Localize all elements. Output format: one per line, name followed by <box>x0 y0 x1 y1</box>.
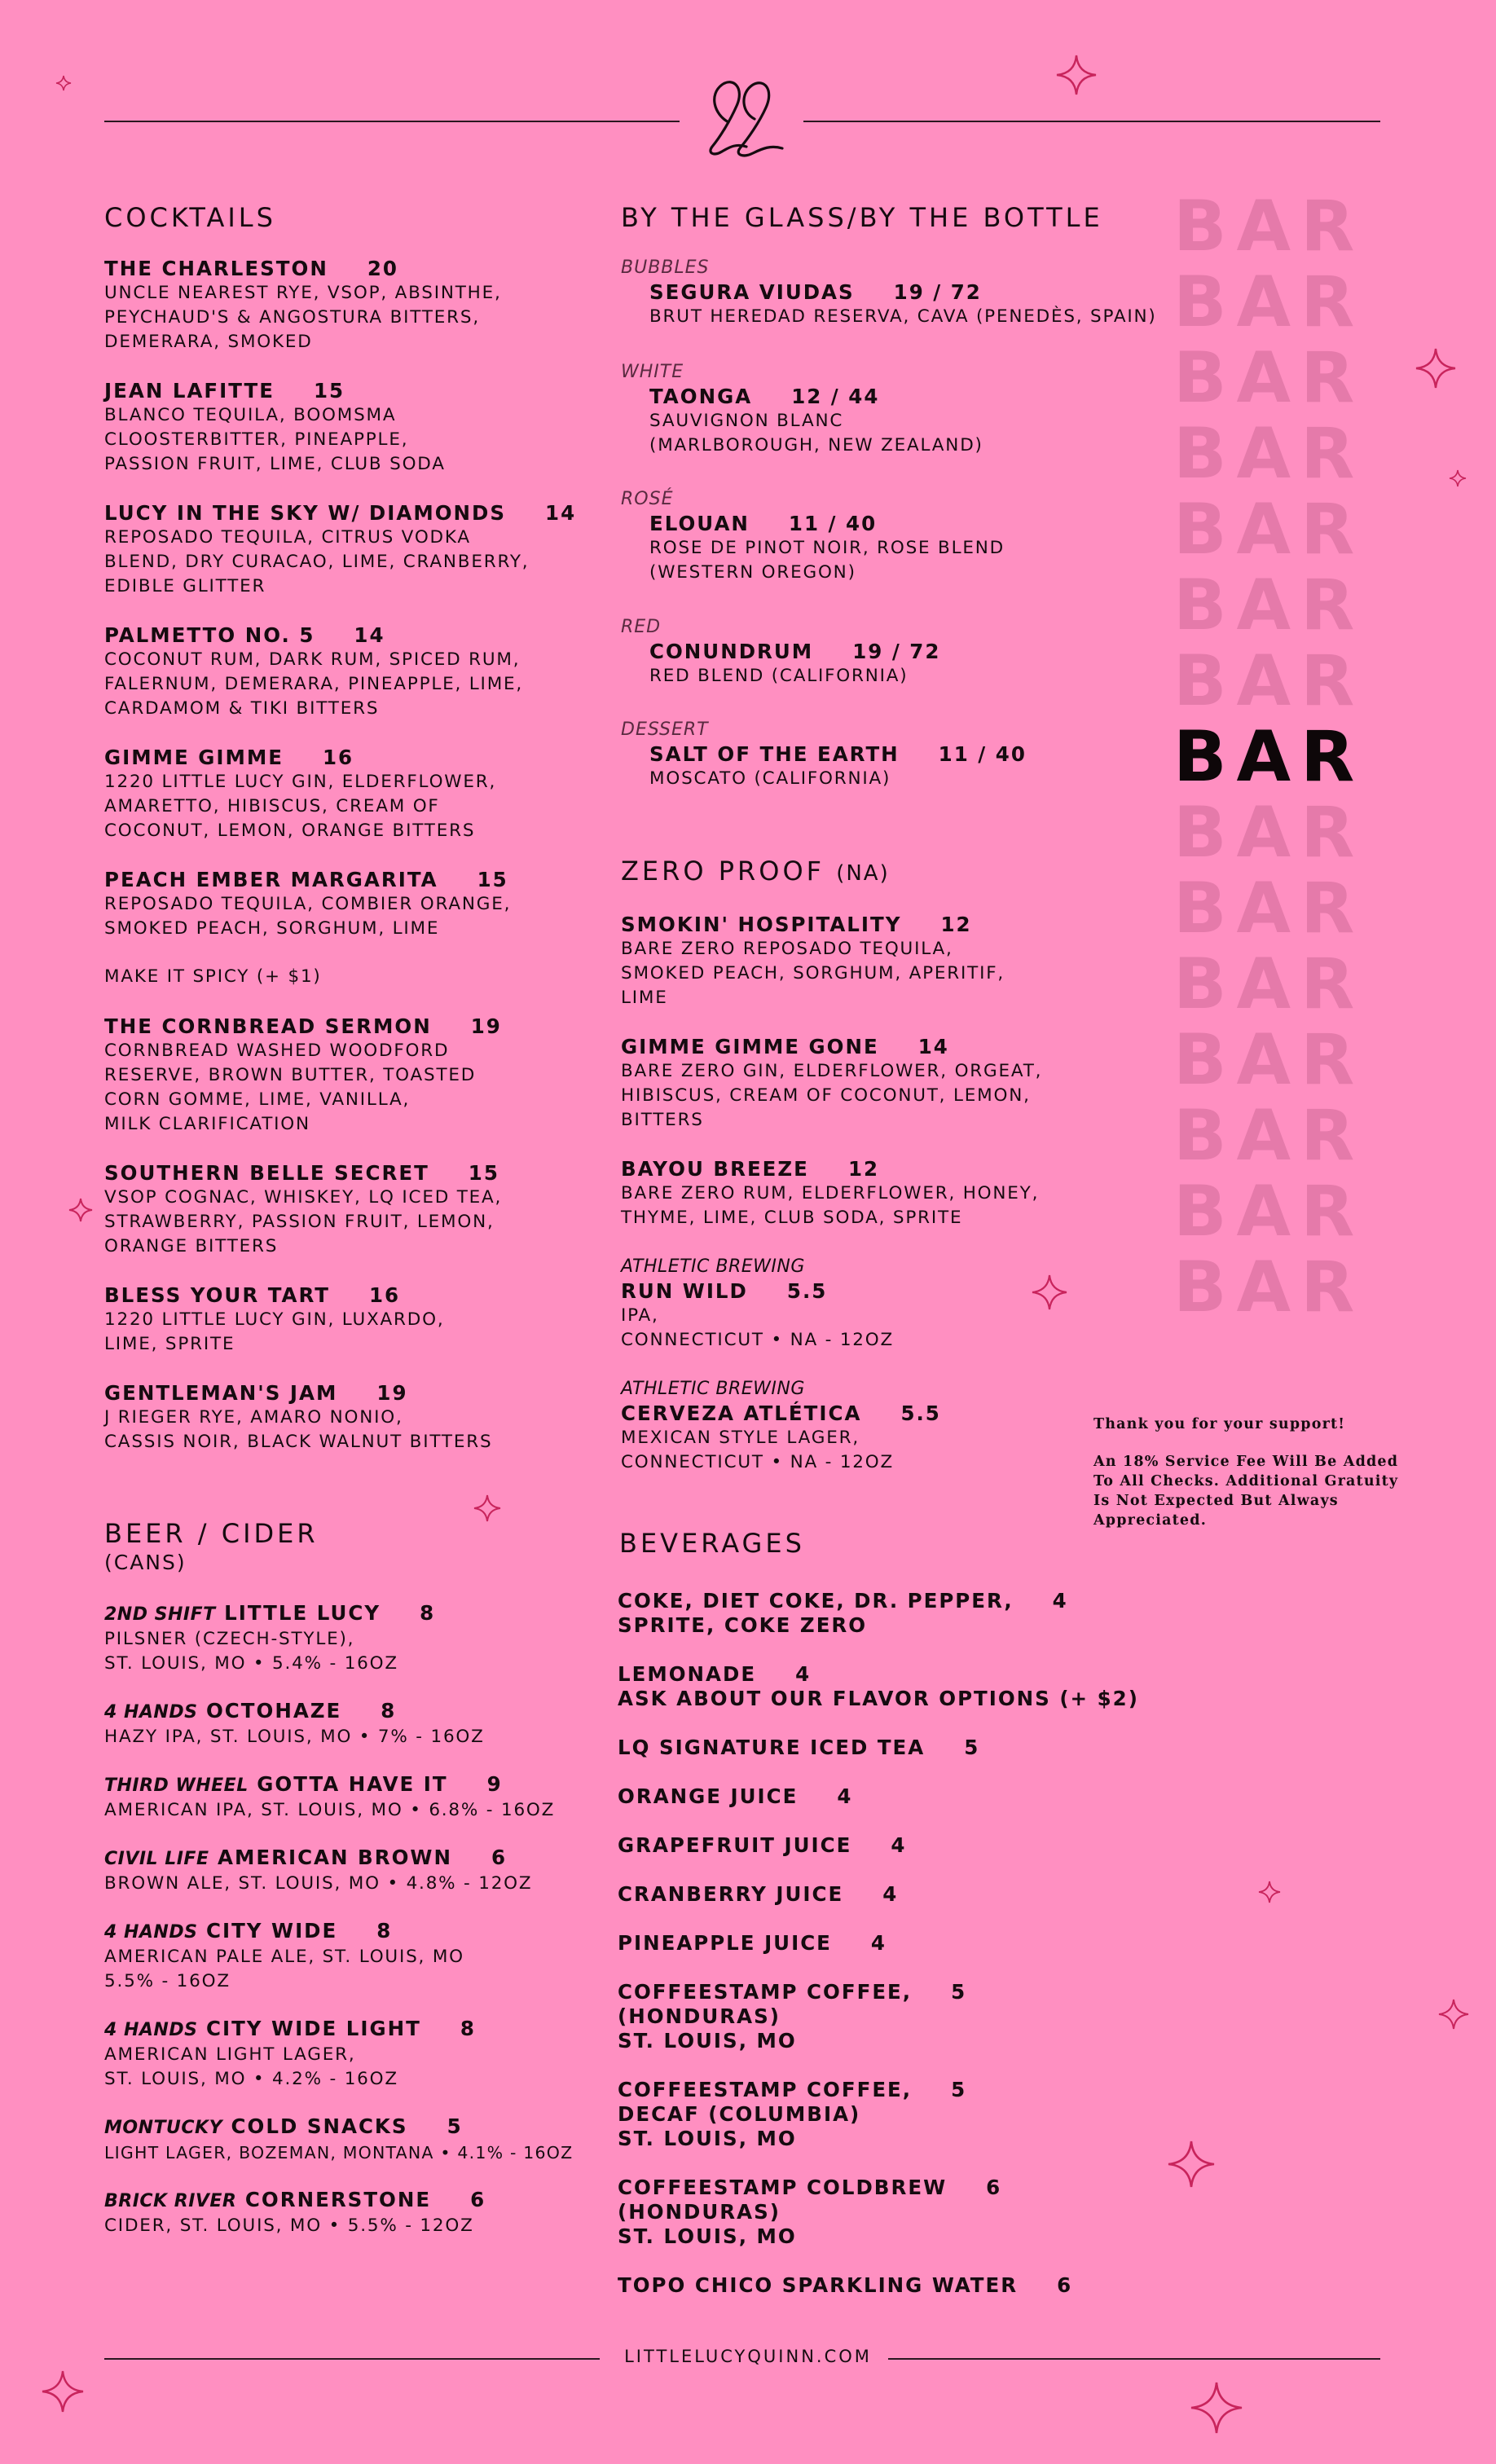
beer-price: 6 <box>470 2188 486 2211</box>
cocktail-item <box>104 379 626 477</box>
beer-price: 8 <box>376 1919 393 1943</box>
beer-desc-line: AMERICAN IPA, ST. LOUIS, MO • 6.8% - 16OZ <box>104 1800 556 1820</box>
zero-proof-desc-line: CONNECTICUT • NA - 12OZ <box>621 1330 895 1350</box>
beer-price: 6 <box>491 1846 508 1869</box>
beverage-item <box>618 1784 1237 1809</box>
cocktail-desc-line: REPOSADO TEQUILA, COMBIER ORANGE, <box>104 894 512 914</box>
bar-word: BAR <box>1173 1095 1365 1177</box>
sparkle-icon <box>1449 469 1467 487</box>
wine-desc-line: (WESTERN OREGON) <box>649 562 856 583</box>
bar-word: BAR <box>1173 186 1365 267</box>
cocktail-name: PEACH EMBER MARGARITA <box>104 868 438 891</box>
beverage-line: ST. LOUIS, MO <box>618 2127 797 2150</box>
spicy-note: MAKE IT SPICY (+ $1) <box>104 966 322 987</box>
bar-word: BAR <box>1173 792 1365 873</box>
cocktail-name: JEAN LAFITTE <box>104 379 275 403</box>
beverage-item <box>618 1662 1237 1711</box>
zero-proof-item <box>621 1157 1142 1230</box>
beer-desc-line: PILSNER (CZECH-STYLE), <box>104 1629 355 1649</box>
wine-category: BUBBLES <box>621 257 710 278</box>
cocktail-desc-line: CARDAMOM & TIKI BITTERS <box>104 698 380 719</box>
cocktail-price: 16 <box>368 1283 401 1307</box>
beverage-price: 4 <box>882 1882 899 1906</box>
zero-proof-brewer: ATHLETIC BREWING <box>621 1256 805 1277</box>
cocktail-desc-line: ORANGE BITTERS <box>104 1236 279 1256</box>
zero-proof-desc-line: LIME <box>621 988 668 1008</box>
beer-name: LITTLE LUCY <box>224 1601 381 1625</box>
wine-item <box>621 256 1208 329</box>
beverage-line: COFFEESTAMP COFFEE, <box>618 1980 913 2004</box>
beverage-price: 6 <box>1057 2273 1073 2297</box>
wine-category: WHITE <box>621 362 684 382</box>
beer-name: COLD SNACKS <box>231 2114 408 2138</box>
cocktail-desc-line: CLOOSTERBITTER, PINEAPPLE, <box>104 429 409 450</box>
sparkle-icon <box>1190 2381 1243 2435</box>
wine-title: BY THE GLASS/BY THE BOTTLE <box>621 202 1103 233</box>
cocktail-desc-line: PASSION FRUIT, LIME, CLUB SODA <box>104 454 446 474</box>
bar-word: BAR <box>1173 413 1365 495</box>
beverage-item <box>618 2176 1237 2249</box>
zero-proof-name: RUN WILD <box>621 1279 748 1303</box>
beverage-price: 4 <box>870 1931 887 1955</box>
wine-category: ROSÉ <box>621 489 674 509</box>
zero-proof-price: 5.5 <box>900 1401 941 1425</box>
beer-desc-line: LIGHT LAGER, BOZEMAN, MONTANA • 4.1% - 16OZ <box>104 2143 574 2163</box>
cocktail-desc-line: 1220 LITTLE LUCY GIN, LUXARDO, <box>104 1309 445 1330</box>
cocktail-price: 20 <box>367 257 398 280</box>
bar-word: BAR <box>1173 640 1365 722</box>
beverage-line: PINEAPPLE JUICE <box>618 1931 832 1955</box>
beer-desc-line: 5.5% - 16OZ <box>104 1971 231 1991</box>
cocktail-price: 16 <box>322 746 354 769</box>
sparkle-icon <box>68 1198 93 1222</box>
cocktail-name: BLESS YOUR TART <box>104 1283 330 1307</box>
sparkle-icon <box>55 75 72 91</box>
wine-item <box>621 360 1208 458</box>
beverage-line: GRAPEFRUIT JUICE <box>618 1833 852 1857</box>
beverage-line: COFFEESTAMP COFFEE, <box>618 2078 913 2101</box>
beverage-price: 4 <box>891 1833 907 1857</box>
cocktail-desc-line: PEYCHAUD'S & ANGOSTURA BITTERS, <box>104 307 480 328</box>
beverage-item <box>618 1931 1237 1956</box>
cocktail-name: GENTLEMAN'S JAM <box>104 1381 338 1405</box>
thanks-line: Appreciated. <box>1093 1512 1207 1529</box>
cocktail-desc-line: CASSIS NOIR, BLACK WALNUT BITTERS <box>104 1432 493 1452</box>
cocktail-desc-line: STRAWBERRY, PASSION FRUIT, LEMON, <box>104 1212 495 1232</box>
zero-proof-desc-line: CONNECTICUT • NA - 12OZ <box>621 1452 895 1472</box>
zero-proof-desc-line: SMOKED PEACH, SORGHUM, APERITIF, <box>621 963 1005 983</box>
beverages-title: BEVERAGES <box>619 1528 805 1559</box>
cocktails-title: COCKTAILS <box>104 202 276 233</box>
zero-proof-name: SMOKIN' HOSPITALITY <box>621 913 902 936</box>
beverage-line: ORANGE JUICE <box>618 1784 799 1808</box>
wine-category: DESSERT <box>621 719 709 740</box>
beer-name: OCTOHAZE <box>205 1699 342 1723</box>
top-rule-right <box>803 121 1380 122</box>
beverage-line: ST. LOUIS, MO <box>618 2029 797 2053</box>
cocktail-item <box>104 868 626 941</box>
zero-proof-price: 12 <box>847 1157 880 1181</box>
cocktail-desc-line: AMARETTO, HIBISCUS, CREAM OF <box>104 796 440 816</box>
zero-proof-desc-line: BARE ZERO REPOSADO TEQUILA, <box>621 939 953 959</box>
zero-proof-name: BAYOU BREEZE <box>621 1157 809 1181</box>
beer-item <box>104 1601 626 1676</box>
beer-item <box>104 1919 626 1994</box>
beer-desc-line: AMERICAN PALE ALE, ST. LOUIS, MO <box>104 1947 464 1967</box>
zero-proof-price: 12 <box>940 913 972 936</box>
beer-brewer: MONTUCKY <box>104 2118 223 2138</box>
beer-desc-line: ST. LOUIS, MO • 5.4% - 16OZ <box>104 1653 398 1674</box>
cocktail-desc-line: LIME, SPRITE <box>104 1334 235 1354</box>
wine-name: ELOUAN <box>649 512 750 535</box>
beer-price: 8 <box>460 2017 476 2040</box>
cocktail-desc-line: VSOP COGNAC, WHISKEY, LQ ICED TEA, <box>104 1187 503 1208</box>
sparkle-icon <box>1415 347 1457 389</box>
thanks-heading: Thank you for your support! <box>1093 1416 1346 1432</box>
cocktail-desc-line: CORN GOMME, LIME, VANILLA, <box>104 1089 411 1110</box>
beverage-price: 4 <box>837 1784 853 1808</box>
beverage-item <box>618 1589 1237 1638</box>
wine-price: 11 / 40 <box>938 742 1027 766</box>
beverage-item <box>618 1833 1237 1858</box>
bar-word: BAR <box>1173 868 1365 949</box>
cocktail-name: THE CORNBREAD SERMON <box>104 1014 432 1038</box>
beverage-price: 5 <box>951 1980 967 2004</box>
thanks-line: Is Not Expected But Always <box>1093 1493 1339 1509</box>
wine-price: 19 / 72 <box>852 640 941 663</box>
wine-name: CONUNDRUM <box>649 640 814 663</box>
cocktail-desc-line: COCONUT RUM, DARK RUM, SPICED RUM, <box>104 649 521 670</box>
beer-desc-line: HAZY IPA, ST. LOUIS, MO • 7% - 16OZ <box>104 1727 485 1747</box>
beer-name: GOTTA HAVE IT <box>257 1772 448 1796</box>
cocktail-desc-line: DEMERARA, SMOKED <box>104 332 313 352</box>
beer-title: BEER / CIDER <box>104 1518 319 1549</box>
zero-proof-item <box>621 913 1142 1010</box>
beverage-line: ST. LOUIS, MO <box>618 2224 797 2248</box>
bar-word-highlighted: BAR <box>1173 716 1365 798</box>
cocktail-price: 14 <box>354 623 385 647</box>
zero-proof-desc-line: BARE ZERO GIN, ELDERFLOWER, ORGEAT, <box>621 1061 1043 1081</box>
beverage-line: TOPO CHICO SPARKLING WATER <box>618 2273 1019 2297</box>
zero-proof-title <box>621 856 890 887</box>
beer-brewer: 4 HANDS <box>104 1702 198 1723</box>
wine-name: TAONGA <box>649 385 753 408</box>
zero-proof-suffix: (NA) <box>836 861 890 886</box>
wine-item <box>621 718 1208 791</box>
beer-desc-line: CIDER, ST. LOUIS, MO • 5.5% - 12OZ <box>104 2215 474 2236</box>
sparkle-icon <box>1258 1881 1281 1903</box>
ll-monogram-icon <box>697 72 794 163</box>
cocktail-name: THE CHARLESTON <box>104 257 328 280</box>
cocktail-item <box>104 1161 626 1259</box>
cocktail-desc-line: SMOKED PEACH, SORGHUM, LIME <box>104 918 440 939</box>
cocktail-desc-line: CORNBREAD WASHED WOODFORD <box>104 1041 450 1061</box>
beverage-line: ASK ABOUT OUR FLAVOR OPTIONS (+ $2) <box>618 1687 1139 1710</box>
beer-price: 5 <box>447 2114 463 2138</box>
cocktail-item <box>104 746 626 843</box>
bar-word: BAR <box>1173 1019 1365 1101</box>
wine-item <box>621 615 1208 689</box>
cocktail-item <box>104 1014 626 1137</box>
wine-desc-line: BRUT HEREDAD RESERVA, CAVA (PENEDÈS, SPAIN) <box>649 306 1157 327</box>
beverage-line: DECAF (COLUMBIA) <box>618 2102 861 2126</box>
beverage-price: 4 <box>1052 1589 1068 1613</box>
bar-word: BAR <box>1173 565 1365 646</box>
cocktail-item <box>104 1283 626 1357</box>
zero-proof-price: 14 <box>917 1035 949 1058</box>
beer-name: CITY WIDE LIGHT <box>205 2017 421 2040</box>
cocktail-price: 15 <box>468 1161 499 1185</box>
beverage-price: 6 <box>986 2176 1002 2199</box>
beer-brewer: 4 HANDS <box>104 2020 198 2040</box>
zero-proof-brewer: ATHLETIC BREWING <box>621 1379 805 1399</box>
bar-word: BAR <box>1173 262 1365 343</box>
beverage-line: LQ SIGNATURE ICED TEA <box>618 1736 926 1759</box>
footer-rule-right <box>888 2358 1380 2360</box>
cocktail-desc-line: EDIBLE GLITTER <box>104 576 266 596</box>
beverage-item <box>618 1980 1237 2053</box>
beer-brewer: THIRD WHEEL <box>104 1775 249 1796</box>
cocktail-price: 14 <box>545 501 577 525</box>
cocktail-name: LUCY IN THE SKY W/ DIAMONDS <box>104 501 507 525</box>
wine-price: 11 / 40 <box>788 512 878 535</box>
beer-item <box>104 2188 626 2238</box>
zero-proof-title-text: ZERO PROOF <box>621 856 825 887</box>
beverage-price: 4 <box>795 1662 812 1686</box>
bar-word: BAR <box>1173 944 1365 1025</box>
cocktail-desc-line: BLEND, DRY CURACAO, LIME, CRANBERRY, <box>104 552 530 572</box>
bar-word: BAR <box>1173 1247 1365 1328</box>
zero-proof-desc-line: HIBISCUS, CREAM OF COCONUT, LEMON, <box>621 1085 1031 1106</box>
zero-proof-desc-line: MEXICAN STYLE LAGER, <box>621 1428 860 1448</box>
sparkle-icon <box>1031 1274 1068 1311</box>
beer-brewer: 2ND SHIFT <box>104 1604 216 1625</box>
beverage-line: (HONDURAS) <box>618 2200 781 2224</box>
cocktail-desc-line: J RIEGER RYE, AMARO NONIO, <box>104 1407 403 1428</box>
zero-proof-desc-line: BITTERS <box>621 1110 704 1130</box>
wine-desc-line: ROSE DE PINOT NOIR, ROSE BLEND <box>649 538 1005 558</box>
beer-item <box>104 1846 626 1896</box>
beer-name: CORNERSTONE <box>244 2188 432 2211</box>
wine-price: 19 / 72 <box>893 280 982 304</box>
sparkle-icon <box>41 2369 85 2413</box>
beer-desc-line: AMERICAN LIGHT LAGER, <box>104 2044 356 2065</box>
beer-item <box>104 1699 626 1749</box>
cocktail-price: 15 <box>314 379 345 403</box>
sparkle-icon <box>473 1494 502 1523</box>
zero-proof-desc-line: BARE ZERO RUM, ELDERFLOWER, HONEY, <box>621 1183 1040 1203</box>
wine-desc-line: SAUVIGNON BLANC <box>649 411 844 431</box>
beer-item <box>104 2114 626 2165</box>
beer-price: 8 <box>381 1699 397 1723</box>
cocktail-desc-line: 1220 LITTLE LUCY GIN, ELDERFLOWER, <box>104 772 497 792</box>
wine-name: SALT OF THE EARTH <box>649 742 900 766</box>
beer-desc-line: ST. LOUIS, MO • 4.2% - 16OZ <box>104 2069 398 2089</box>
bar-word: BAR <box>1173 337 1365 419</box>
cocktail-item <box>104 257 626 354</box>
sparkle-icon <box>1055 54 1098 96</box>
thanks-line: An 18% Service Fee Will Be Added <box>1093 1454 1399 1470</box>
beverage-item <box>618 1736 1237 1760</box>
beverage-price: 5 <box>964 1736 980 1759</box>
cocktail-item <box>104 623 626 721</box>
wine-desc-line: RED BLEND (CALIFORNIA) <box>649 666 909 686</box>
beverage-item <box>618 1882 1237 1907</box>
cocktail-price: 15 <box>477 868 508 891</box>
zero-proof-item <box>621 1377 1142 1475</box>
bar-word: BAR <box>1173 1171 1365 1252</box>
wine-name: SEGURA VIUDAS <box>649 280 855 304</box>
beer-desc-line: BROWN ALE, ST. LOUIS, MO • 4.8% - 12OZ <box>104 1873 533 1894</box>
beverage-line: SPRITE, COKE ZERO <box>618 1613 868 1637</box>
beer-subtitle: (CANS) <box>104 1551 187 1574</box>
sparkle-icon <box>1437 1998 1470 2031</box>
cocktail-desc-line: FALERNUM, DEMERARA, PINEAPPLE, LIME, <box>104 674 524 694</box>
beverage-line: COFFEESTAMP COLDBREW <box>618 2176 948 2199</box>
zero-proof-name: GIMME GIMME GONE <box>621 1035 879 1058</box>
beverage-line: (HONDURAS) <box>618 2004 781 2028</box>
top-rule-left <box>104 121 680 122</box>
wine-desc-line: (MARLBOROUGH, NEW ZEALAND) <box>649 435 983 455</box>
cocktail-desc-line: COCONUT, LEMON, ORANGE BITTERS <box>104 821 476 841</box>
zero-proof-name: CERVEZA ATLÉTICA <box>621 1401 862 1425</box>
beverage-item <box>618 2078 1237 2151</box>
cocktail-desc-line: UNCLE NEAREST RYE, VSOP, ABSINTHE, <box>104 283 502 303</box>
beer-item <box>104 2017 626 2092</box>
zero-proof-price: 5.5 <box>786 1279 828 1303</box>
cocktail-desc-line: RESERVE, BROWN BUTTER, TOASTED <box>104 1065 477 1085</box>
cocktail-price: 19 <box>376 1381 408 1405</box>
cocktail-name: GIMME GIMME <box>104 746 284 769</box>
footer-url-link[interactable]: LITTLELUCYQUINN.COM <box>624 2347 872 2366</box>
wine-item <box>621 487 1208 585</box>
wine-category: RED <box>621 617 662 637</box>
bar-word: BAR <box>1173 489 1365 570</box>
beverage-item <box>618 2273 1237 2298</box>
beer-brewer: 4 HANDS <box>104 1922 198 1943</box>
wine-price: 12 / 44 <box>791 385 880 408</box>
cocktail-desc-line: BLANCO TEQUILA, BOOMSMA <box>104 405 397 425</box>
cocktail-item <box>104 501 626 599</box>
beer-brewer: CIVIL LIFE <box>104 1849 209 1869</box>
beer-price: 8 <box>420 1601 436 1625</box>
zero-proof-item <box>621 1035 1142 1133</box>
footer-rule-left <box>104 2358 600 2360</box>
zero-proof-desc-line: IPA, <box>621 1305 659 1326</box>
cocktail-price: 19 <box>470 1014 502 1038</box>
beer-name: CITY WIDE <box>205 1919 338 1943</box>
beer-item <box>104 1772 626 1823</box>
thanks-line: To All Checks. Additional Gratuity <box>1093 1473 1399 1489</box>
cocktail-name: PALMETTO NO. 5 <box>104 623 315 647</box>
beer-price: 9 <box>486 1772 503 1796</box>
beverage-line: COKE, DIET COKE, DR. PEPPER, <box>618 1589 1014 1613</box>
wine-desc-line: MOSCATO (CALIFORNIA) <box>649 768 891 789</box>
beverage-line: CRANBERRY JUICE <box>618 1882 844 1906</box>
cocktail-desc-line: MILK CLARIFICATION <box>104 1114 310 1134</box>
beverage-line: LEMONADE <box>618 1662 757 1686</box>
cocktail-item <box>104 1381 626 1454</box>
beer-brewer: BRICK RIVER <box>104 2191 237 2211</box>
cocktail-name: SOUTHERN BELLE SECRET <box>104 1161 429 1185</box>
zero-proof-desc-line: THYME, LIME, CLUB SODA, SPRITE <box>621 1208 963 1228</box>
beverage-price: 5 <box>951 2078 967 2101</box>
cocktail-desc-line: REPOSADO TEQUILA, CITRUS VODKA <box>104 527 471 548</box>
sparkle-icon <box>1167 2140 1216 2189</box>
beer-name: AMERICAN BROWN <box>218 1846 452 1869</box>
